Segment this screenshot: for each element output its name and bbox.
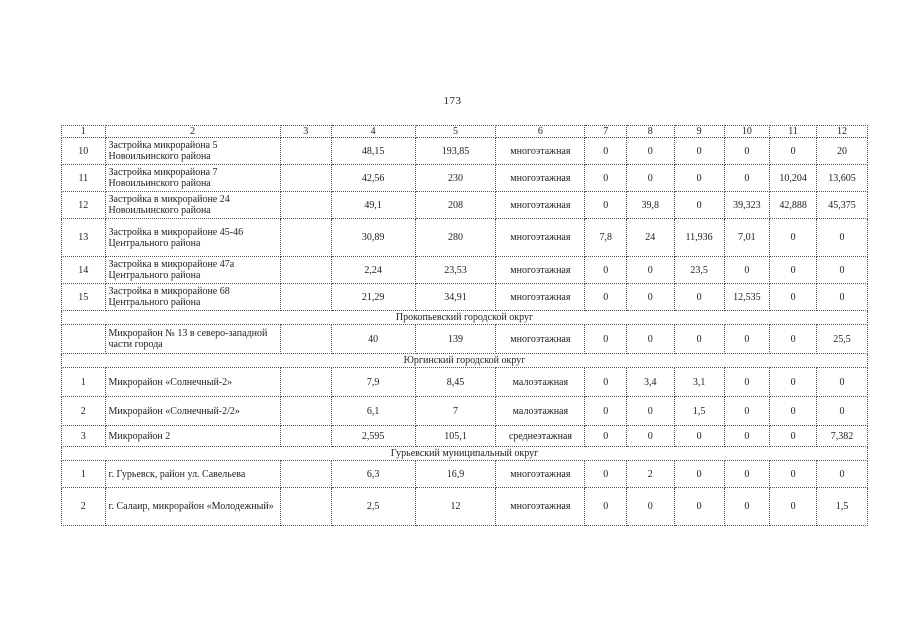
table-cell: многоэтажная [496,219,585,257]
table-cell: малоэтажная [496,397,585,426]
table-cell: 12 [62,192,106,219]
table-cell: многоэтажная [496,138,585,165]
table-cell: 0 [770,257,817,284]
table-cell: 139 [415,325,496,354]
table-cell: 0 [816,284,867,311]
table-cell: 45,375 [816,192,867,219]
table-cell: 0 [585,397,626,426]
table-cell: 0 [626,488,674,526]
table-cell: многоэтажная [496,165,585,192]
table-cell: 0 [626,165,674,192]
table-cell: 25,5 [816,325,867,354]
header-cell: 10 [724,126,770,138]
table-cell: 20 [816,138,867,165]
table-cell [280,426,331,447]
table-row [62,192,868,219]
table-cell [280,368,331,397]
table-cell: 0 [770,325,817,354]
section-label: Гурьевский муниципальный округ [62,447,868,461]
table-cell: 0 [585,257,626,284]
table-cell: 34,91 [415,284,496,311]
table-cell: 2,595 [331,426,415,447]
table-cell: 7,01 [724,219,770,257]
table-cell: 1 [62,368,106,397]
table-cell: 7,382 [816,426,867,447]
table-cell: 0 [770,461,817,488]
table-cell: 0 [626,426,674,447]
table-cell [280,461,331,488]
table-cell: Застройка микрорайона 5 Новоильинского района [105,138,280,165]
table-row [62,461,868,488]
table-cell: 0 [585,368,626,397]
table-cell: 2,24 [331,257,415,284]
table-cell: 15 [62,284,106,311]
table-cell: 0 [724,426,770,447]
table-cell: 0 [770,284,817,311]
table-cell: 0 [626,284,674,311]
table-cell: 0 [770,488,817,526]
table-cell: 0 [770,219,817,257]
table-cell: 30,89 [331,219,415,257]
table-row [62,284,868,311]
table-cell [280,257,331,284]
table-cell: 0 [674,426,724,447]
table-cell [280,488,331,526]
table-cell: Застройка в микрорайоне 47а Центрального района [105,257,280,284]
table-cell: Застройка в микрорайоне 45-46 Центрального района [105,219,280,257]
table-cell: 0 [816,461,867,488]
table-cell: 0 [724,138,770,165]
section-row [62,447,868,461]
table-cell: 0 [816,257,867,284]
table-cell: 13 [62,219,106,257]
table-cell: 23,5 [674,257,724,284]
table-cell: 0 [816,368,867,397]
section-row [62,354,868,368]
table-cell: Застройка микрорайона 7 Новоильинского района [105,165,280,192]
table-cell: 0 [674,461,724,488]
table-cell: 10,204 [770,165,817,192]
table-row [62,426,868,447]
table-cell: 14 [62,257,106,284]
table-cell: 48,15 [331,138,415,165]
table-cell: 2 [62,397,106,426]
table-cell: 0 [770,138,817,165]
table-cell: 12,535 [724,284,770,311]
data-table [61,125,868,526]
table-cell [62,325,106,354]
table-cell: многоэтажная [496,284,585,311]
table-cell: г. Салаир, микрорайон «Молодежный» [105,488,280,526]
table-cell: 0 [585,165,626,192]
table-cell: 0 [626,325,674,354]
table-cell: 2,5 [331,488,415,526]
header-cell: 12 [816,126,867,138]
table-row [62,257,868,284]
table-cell: 0 [770,397,817,426]
table-cell: 40 [331,325,415,354]
table-cell: 42,888 [770,192,817,219]
table-cell: 10 [62,138,106,165]
header-cell: 1 [62,126,106,138]
table-cell [280,165,331,192]
table-cell: малоэтажная [496,368,585,397]
table-cell: 39,323 [724,192,770,219]
table-cell [280,192,331,219]
table-cell: 0 [674,488,724,526]
table-cell [280,138,331,165]
table-cell [280,397,331,426]
table-cell: 0 [674,138,724,165]
table-cell: 0 [724,165,770,192]
table-cell: 7 [415,397,496,426]
section-row [62,311,868,325]
table-row [62,325,868,354]
table-cell: 49,1 [331,192,415,219]
table-cell: 0 [674,325,724,354]
table-cell: многоэтажная [496,325,585,354]
table-cell: 0 [585,461,626,488]
header-cell: 4 [331,126,415,138]
table-cell: 0 [724,488,770,526]
table-cell: 7,9 [331,368,415,397]
table-cell: 0 [724,368,770,397]
page-number: 173 [443,95,462,107]
table-cell: 0 [816,219,867,257]
section-label: Прокопьевский городской округ [62,311,868,325]
table-cell: 3 [62,426,106,447]
table-cell: 1,5 [816,488,867,526]
header-cell: 6 [496,126,585,138]
table-row [62,368,868,397]
table-cell: 1 [62,461,106,488]
table-cell: Микрорайон 2 [105,426,280,447]
table-row [62,488,868,526]
table-cell: многоэтажная [496,461,585,488]
table-cell: 0 [674,165,724,192]
table-cell: 0 [585,138,626,165]
table-cell: 0 [770,368,817,397]
header-row [62,126,868,138]
table-cell [280,284,331,311]
table-cell: 2 [62,488,106,526]
table-cell: 0 [724,461,770,488]
table-body [62,126,868,526]
table-row [62,165,868,192]
table-cell: 7,8 [585,219,626,257]
table-cell: 12 [415,488,496,526]
table-cell [280,219,331,257]
table-cell: 0 [724,397,770,426]
table-cell: 0 [626,397,674,426]
table-cell: 6,3 [331,461,415,488]
header-cell: 11 [770,126,817,138]
table-cell: 230 [415,165,496,192]
header-cell: 5 [415,126,496,138]
table-cell: 16,9 [415,461,496,488]
table-cell: Микрорайон № 13 в северо-западной части города [105,325,280,354]
table-cell: 0 [724,325,770,354]
table-cell: 3,4 [626,368,674,397]
table-cell: многоэтажная [496,488,585,526]
table-cell: 42,56 [331,165,415,192]
table-cell: 2 [626,461,674,488]
table-cell: Застройка в микрорайоне 24 Новоильинского района [105,192,280,219]
table-cell: 0 [626,257,674,284]
header-cell: 3 [280,126,331,138]
table-cell: 0 [724,257,770,284]
header-cell: 2 [105,126,280,138]
table-cell: 0 [585,426,626,447]
table-cell: среднеэтажная [496,426,585,447]
table-cell: 23,53 [415,257,496,284]
header-cell: 9 [674,126,724,138]
table-cell: 0 [674,284,724,311]
table-cell: 1,5 [674,397,724,426]
table-row [62,138,868,165]
table-cell: 0 [816,397,867,426]
table-cell: Микрорайон «Солнечный-2» [105,368,280,397]
table-cell: 3,1 [674,368,724,397]
table-cell: 11,936 [674,219,724,257]
table-cell: 11 [62,165,106,192]
table-cell: 0 [585,284,626,311]
table-cell: 105,1 [415,426,496,447]
table-cell: 193,85 [415,138,496,165]
table-cell [280,325,331,354]
header-cell: 8 [626,126,674,138]
table-cell: 0 [770,426,817,447]
table-cell: г. Гурьевск, район ул. Савельева [105,461,280,488]
table-row [62,219,868,257]
table-cell: Застройка в микрорайоне 68 Центрального района [105,284,280,311]
table-cell: 24 [626,219,674,257]
section-label: Юргинский городской округ [62,354,868,368]
table-cell: 21,29 [331,284,415,311]
table-cell: 39,8 [626,192,674,219]
table-cell: 208 [415,192,496,219]
table-cell: 6,1 [331,397,415,426]
table-cell: 0 [585,325,626,354]
table-cell: 8,45 [415,368,496,397]
table-cell: 280 [415,219,496,257]
table-row [62,397,868,426]
table-cell: 0 [585,192,626,219]
table-cell: многоэтажная [496,257,585,284]
table-cell: многоэтажная [496,192,585,219]
header-cell: 7 [585,126,626,138]
table-cell: 0 [585,488,626,526]
table-cell: Микрорайон «Солнечный-2/2» [105,397,280,426]
table-cell: 0 [674,192,724,219]
table-cell: 13,605 [816,165,867,192]
table-cell: 0 [626,138,674,165]
